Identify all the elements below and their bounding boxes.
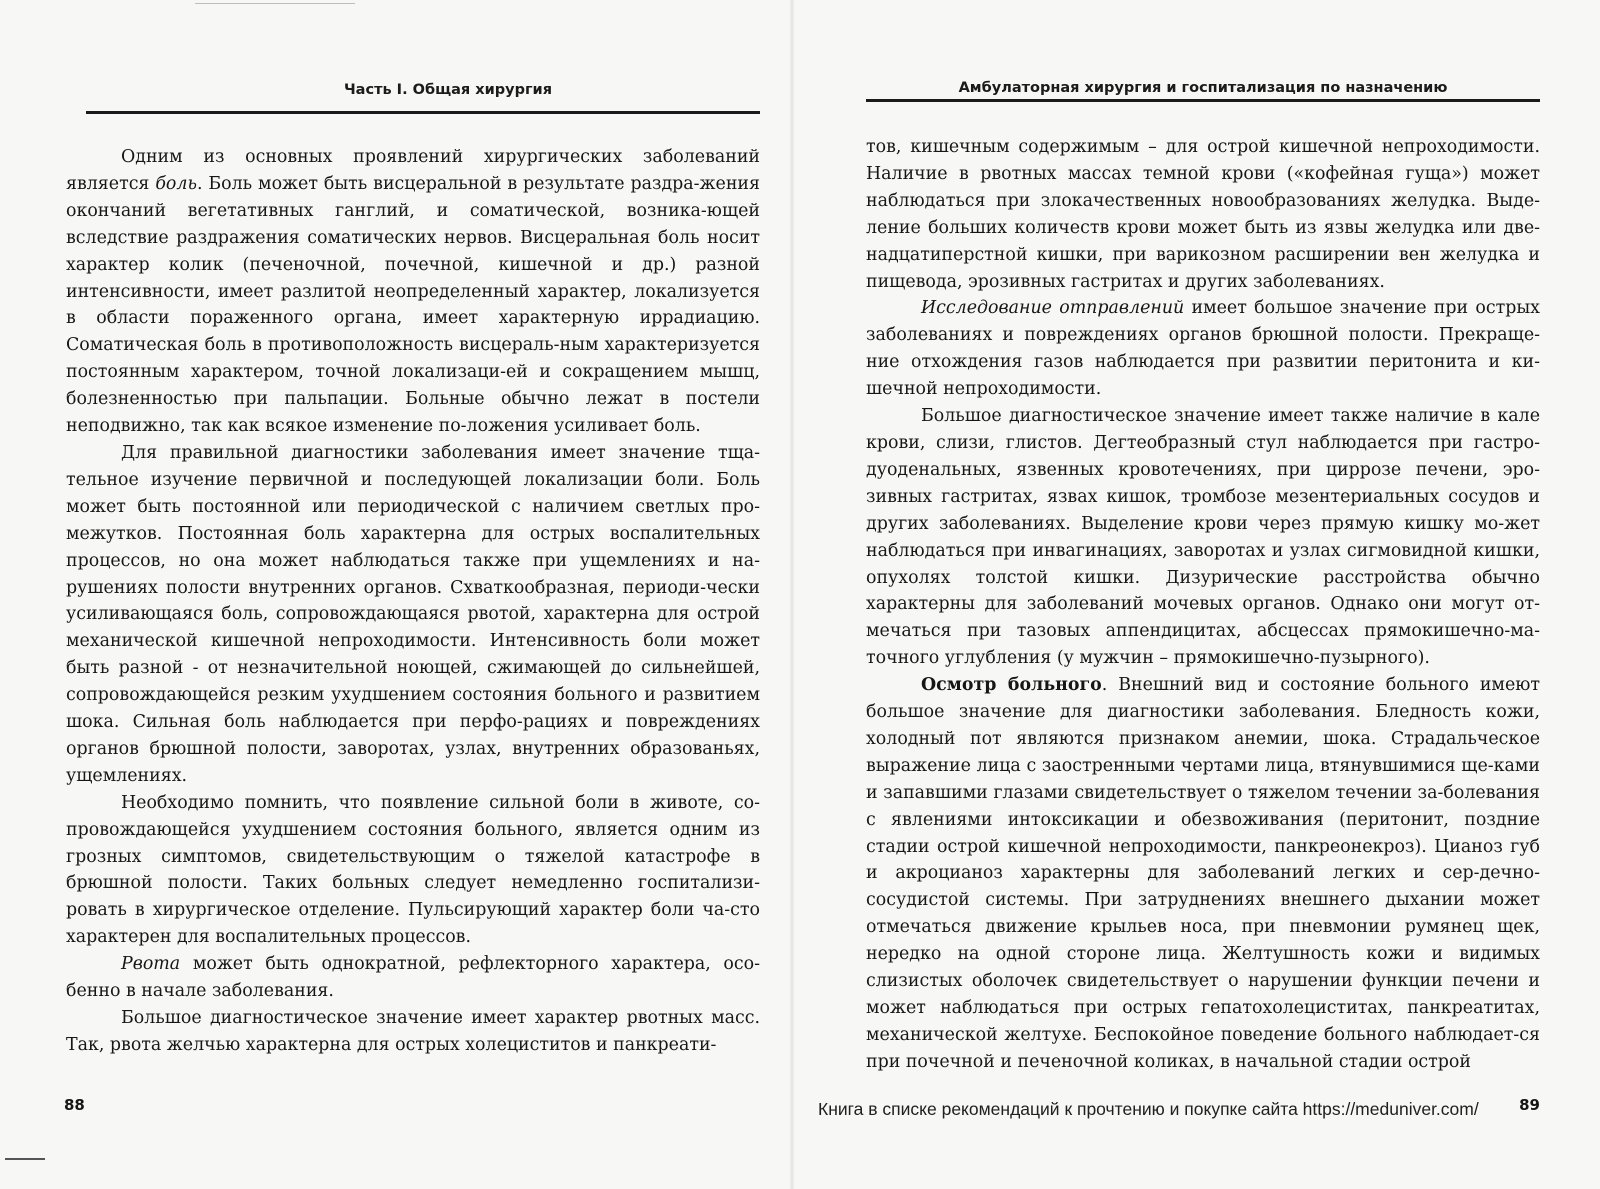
paragraph bbox=[66, 440, 760, 790]
left-body-text bbox=[66, 144, 760, 1059]
left-head-rule bbox=[86, 111, 760, 114]
paragraph bbox=[66, 144, 760, 440]
book-gutter bbox=[790, 0, 794, 1189]
paragraph-text: Большое диагностическое значение имеет характер рвотных масс. Так, рвота желчью характерна для острых холециститов и панкреати- bbox=[66, 1008, 760, 1055]
paragraph-text: тов, кишечным содержимым – для острой кишечной непроходимости. Наличие в рвотных массах темной крови («кофейная гуща») может наблюдаться при злокачественных новообразованиях желудка. Выде-ление больших количеств крови может быть из язвы желудка или две-надцатиперстной кишки, при варикозном расширении вен желудка и пищевода, эрозивных гастритах и других заболеваниях. bbox=[866, 137, 1540, 292]
paragraph-text: . Боль может быть висцеральной в результате раздра-жения окончаний вегетативных ганглий, и соматической, возника-ющей вследствие раздражения соматических нервов. Висцеральная боль носит характер колик (печеночной, почечной, кишечной и др.) разной интенсивности, имеет разлитой неопределенный характер, локализуется в области пораженного органа, имеет характерную иррадиацию. Соматическая боль в противоположность висцераль-ным характеризуется постоянным характером, точной локализаци-ей и сокращением мышц, болезненностью при пальпации. Больные обычно лежат в постели неподвижно, так как всякое изменение по-ложения усиливает боль. bbox=[66, 173, 760, 437]
paragraph-heading: Осмотр больного bbox=[921, 675, 1102, 696]
paragraph bbox=[66, 951, 760, 1005]
right-head-rule bbox=[866, 99, 1540, 102]
emphasis-term: Рвота bbox=[121, 954, 181, 975]
right-page bbox=[866, 0, 1540, 1189]
paragraph-text: Необходимо помнить, что появление сильной боли в животе, со-провождающейся ухудшением состояния больного, является одним из грозных симптомов, свидетельствующим о тяжелой катастрофе в брюшной полости. Таких больных следует немедленно госпитализи-ровать в хирургическое отделение. Пульсирующий характер боли ча-сто характерен для воспалительных процессов. bbox=[66, 792, 760, 948]
left-page bbox=[66, 0, 760, 1189]
left-running-head: Часть I. Общая хирургия bbox=[343, 82, 553, 98]
paragraph bbox=[66, 790, 760, 951]
paragraph-text: может быть однократной, рефлекторного характера, осо-бенно в начале заболевания. bbox=[66, 954, 760, 1002]
emphasis-term: Исследование отправлений bbox=[921, 298, 1185, 319]
right-running-head: Амбулаторная хирургия и госпитализация по назначению bbox=[958, 80, 1448, 96]
right-page-number: 89 bbox=[1519, 1096, 1540, 1114]
left-page-number: 88 bbox=[64, 1096, 85, 1114]
paragraph bbox=[866, 295, 1540, 403]
paragraph bbox=[66, 1005, 760, 1059]
paragraph-text: Большое диагностическое значение имеет также наличие в кале крови, слизи, глистов. Дегтеобразный стул наблюдается при гастро-дуоденальных, язвенных кровотечениях, при циррозе печени, эро-зивных гастритах, язвах кишок, тромбозе мезентериальных сосудов и других заболеваниях. Выделение крови через прямую кишку мо-жет наблюдаться при инвагинациях, заворотах и узлах сигмовидной кишки, опухолях толстой кишки. Дизурические расстройства обычно характерны для заболеваний мочевых органов. Однако они могут от-мечаться при тазовых аппендицитах, абсцессах прямокишечно-ма-точного углубления (у мужчин – прямокишечно-пузырного). bbox=[866, 406, 1540, 669]
scan-artifact-bottom bbox=[5, 1158, 45, 1160]
site-watermark: Книга в списке рекомендаций к прочтению и покупке сайта https://meduniver.com/ bbox=[818, 1099, 1479, 1119]
paragraph bbox=[866, 672, 1540, 1076]
paragraph bbox=[866, 134, 1540, 295]
paragraph-text: имеет большое значение при острых заболеваниях и повреждениях органов брюшной полости. Прекраще-ние отхождения газов наблюдается при развитии перитонита и ки-шечной непроходимости. bbox=[866, 298, 1540, 400]
paragraph-text: Для правильной диагностики заболевания имеет значение тща-тельное изучение первичной и последующей локализации боли. Боль может быть постоянной или периодической с наличием светлых про-межутков. Постоянная боль характерна для острых воспалительных процессов, но она может наблюдаться также при ущемлениях и на-рушениях полости внутренних органов. Схваткообразная, периоди-чески усиливающаяся боль, сопровождающаяся рвотой, характерна для острой механической кишечной непроходимости. Интенсивность боли может быть разной - от незначительной ноющей, сжимающей до сильнейшей, сопровождающейся резким ухудшением состояния больного и развитием шока. Сильная боль наблюдается при перфо-рациях и повреждениях органов брюшной полости, заворотах, узлах, внутренних образованьях, ущемлениях. bbox=[66, 442, 760, 786]
emphasis-term: боль bbox=[155, 173, 197, 194]
paragraph-text: . Внешний вид и состояние больного имеют большое значение для диагностики заболевания. Бледность кожи, холодный пот являются признаком анемии, шока. Страдальческое выражение лица с заостренными чертами лица, втянувшимися ще-ками и запавшими глазами свидетельствует о тяжелом течении за-болевания с явлениями интоксикации и обезвоживания (перитонит, поздние стадии острой кишечной непроходимости, панкреонекроз). Цианоз губ и акроцианоз характерны для заболеваний легких и сер-дечно-сосудистой системы. При затруднениях внешнего дыхании может отмечаться движение крыльев носа, при пневмонии румянец щек, нередко на одной стороне лица. Желтушность кожи и видимых слизистых оболочек свидетельствует о нарушении функции печени и может наблюдаться при острых гепатохолециститах, панкреатитах, механической желтухе. Беспокойное поведение больного наблюдает-ся при почечной и печеночной коликах, в начальной стадии острой bbox=[866, 675, 1540, 1072]
paragraph-text: Одним из основных проявлений хирургических заболеваний является bbox=[66, 147, 760, 194]
right-body-text bbox=[866, 134, 1540, 1076]
paragraph bbox=[866, 403, 1540, 672]
